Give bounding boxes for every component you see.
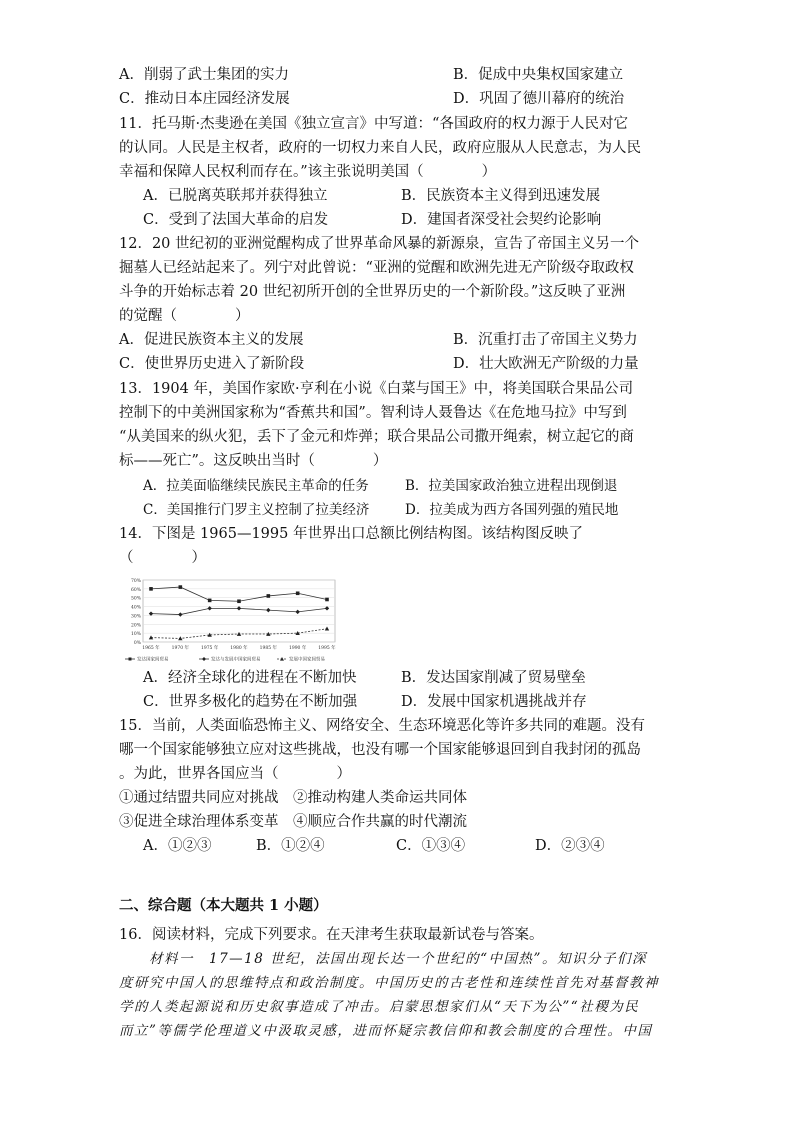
data-point (325, 627, 329, 631)
q15-statement-line: ①通过结盟共同应对挑战 ②推动构建人类命运共同体 (119, 790, 467, 806)
q14-option-a: A．经济全球化的进程在不断加快 (143, 670, 357, 686)
q11-stem-line: 幸福和保障人民权利而存在。”该主张说明美国（ ） (119, 164, 497, 180)
y-tick-label: 30% (130, 614, 141, 620)
y-tick-label: 0% (133, 641, 141, 646)
q12-option-d: D．壮大欧洲无产阶级的力量 (453, 356, 639, 372)
data-point (237, 632, 241, 636)
x-tick-label: 1975 年 (200, 646, 219, 651)
q14-stem-line: 14．下图是 1965—1995 年世界出口总额比例结构图。该结构图反映了 (119, 526, 583, 542)
legend-marker (129, 658, 132, 661)
y-tick-label: 20% (130, 623, 141, 629)
data-point (237, 599, 241, 603)
q12-option-c: C．使世界历史进入了新阶段 (119, 356, 305, 372)
q11-option-b: B．民族资本主义得到迅速发展 (401, 188, 601, 204)
data-point (296, 591, 300, 595)
q13-stem-line: 控制下的中美洲国家称为“香蕉共和国”。智利诗人聂鲁达《在危地马拉》中写到 (119, 405, 627, 421)
q16-material-line: 度研究中国人的思维特点和政治制度。中国历史的古老性和连续性首先对基督教神 (119, 975, 659, 991)
y-tick-label: 50% (130, 596, 141, 602)
q12-stem-line: 的觉醒（ ） (119, 308, 250, 324)
x-tick-label: 1970 年 (171, 646, 190, 651)
q13-option-b: B．拉美国家政治独立进程出现倒退 (405, 478, 618, 494)
q13-option-d: D．拉美成为西方各国列强的殖民地 (405, 502, 619, 518)
q13-stem-line: 13．1904 年，美国作家欧·亨利在小说《白菜与国王》中，将美国联合果品公司 (119, 381, 634, 397)
q10-option-a: A．削弱了武士集团的实力 (119, 67, 289, 83)
data-point (149, 587, 153, 591)
q11-option-a: A．已脱离英联邦并获得独立 (143, 188, 328, 204)
q16-material-line: 材料一 17—18 世纪，法国出现长达一个世纪的“中国热”。知识分子们深 (119, 951, 647, 967)
data-point (295, 610, 299, 614)
data-point (179, 585, 183, 589)
q16-material-line: 学的人类起源说和历史叙事造成了冲击。启蒙思想家们从“天下为公”“社稷为民 (119, 999, 640, 1015)
q13-option-a: A．拉美面临继续民族民主革命的任务 (143, 478, 369, 494)
x-tick-label: 1985 年 (259, 646, 278, 651)
x-tick-label: 1995 年 (318, 646, 336, 651)
q15-option-c: C．①③④ (396, 838, 466, 854)
q15-stem-line: 哪一个国家能够独立应对这些挑战，也没有哪一个国家能够退回到自我封闭的孤岛 (119, 742, 641, 758)
q13-stem-line: “从美国来的纵火犯，丢下了金元和炸弹；联合果品公司撒开绳索，树立起它的商 (119, 429, 634, 445)
x-tick-label: 1990 年 (288, 646, 307, 651)
q11-option-c: C．受到了法国大革命的启发 (143, 212, 329, 228)
q12-stem-line: 12．20 世纪初的亚洲觉醒构成了世界革命风暴的新源泉，宣告了帝国主义另一个 (119, 236, 640, 252)
q15-stem-line: 。为此，世界各国应当（ ） (119, 766, 351, 782)
export-structure-chart (119, 575, 344, 665)
q12-option-b: B．沉重打击了帝国主义势力 (453, 332, 638, 348)
q13-stem-line: 标——死亡”。这反映出当时（ ） (119, 453, 388, 469)
x-tick-label: 1965 年 (142, 646, 160, 651)
legend-marker (202, 657, 206, 661)
q10-option-b: B．促成中央集权国家建立 (453, 67, 624, 83)
data-point (208, 599, 212, 603)
data-point (178, 612, 182, 616)
y-tick-label: 70% (130, 579, 141, 584)
q15-option-a: A．①②③ (143, 838, 212, 854)
q11-stem-line: 11．托马斯·杰斐逊在美国《独立宣言》中写道：“各国政府的权力源于人民对它 (119, 116, 628, 132)
q15-stem-line: 15．当前，人类面临恐怖主义、网络安全、生态环境恶化等许多共同的难题。没有 (119, 718, 645, 734)
x-tick-label: 1980 年 (230, 646, 248, 651)
q14-option-d: D．发展中国家机遇挑战并存 (401, 694, 587, 710)
data-point (266, 608, 270, 612)
q16-material-line: 而立”等儒学伦理道义中汲取灵感，进而怀疑宗教信仰和教会制度的合理性。中国 (119, 1023, 653, 1039)
y-tick-label: 60% (130, 587, 141, 593)
q13-option-c: C．美国推行门罗主义控制了拉美经济 (143, 502, 370, 518)
q10-option-d: D．巩固了德川幕府的统治 (453, 91, 625, 107)
section-heading: 二、综合题（本大题共 1 小题） (119, 897, 328, 914)
q15-option-b: B．①②④ (256, 838, 325, 854)
data-point (325, 598, 329, 602)
q10-option-c: C．推动日本庄园经济发展 (119, 91, 290, 107)
q15-statement-line: ③促进全球治理体系变革 ④顺应合作共赢的时代潮流 (119, 814, 467, 830)
y-tick-label: 40% (130, 605, 141, 611)
q11-option-d: D．建国者深受社会契约论影响 (401, 212, 602, 228)
q12-stem-line: 掘墓人已经站起来了。列宁对此曾说：“亚洲的觉醒和欧洲先进无产阶级夺取政权 (119, 260, 634, 276)
q16-stem-line: 16．阅读材料，完成下列要求。在天津考生获取最新试卷与答案。 (119, 927, 544, 943)
y-tick-label: 10% (130, 632, 141, 638)
q11-stem-line: 的认同。人民是主权者，政府的一切权力来自人民，政府应服从人民意志，为人民 (119, 140, 641, 156)
q12-stem-line: 斗争的开始标志着 20 世纪初所开创的全世界历史的一个新阶段。”这反映了亚洲 (119, 284, 626, 300)
q14-option-b: B．发达国家削减了贸易壁垒 (401, 670, 586, 686)
q14-option-c: C．世界多极化的趋势在不断加强 (143, 694, 358, 710)
legend-label: 发达与发展中国家间贸易 (211, 657, 261, 663)
data-point (267, 594, 271, 598)
q14-answer-blank: （ ） (119, 550, 206, 566)
legend-label: 发展中国家间贸易 (289, 657, 325, 663)
q15-option-d: D．②③④ (535, 838, 605, 854)
data-point (178, 636, 182, 640)
legend-label: 发达国家间贸易 (137, 657, 169, 663)
series-line (151, 587, 327, 601)
q12-option-a: A．促进民族资本主义的发展 (119, 332, 304, 348)
